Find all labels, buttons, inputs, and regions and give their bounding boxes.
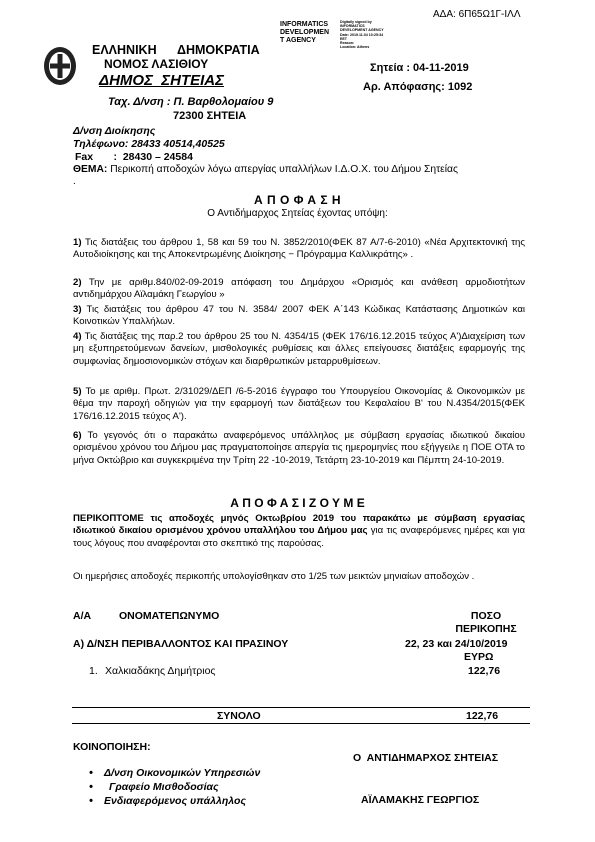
signature-detail-line: DEVELOPMENT AGENCY [340, 28, 384, 33]
consideration-text: Το γεγονός ότι ο παρακάτω αναφερόμενος υπάλληλος με σύμβαση εργασίας ιδιωτικού δικαίου ορισμένου χρόνου του Δήμου μας πραγματοποίησε απεργία τις ημερομηνίες που εξήγγειλε η ΠΟΕ ΟΤΑ το μήνα Οκτώβριο και συγκεκριμένα την Τρίτη 22 -10-2019, Τετάρτη 23-10-2019 και Πέμπτη 24-10-2019. [73, 430, 525, 466]
section-title: Α) Δ/ΝΣΗ ΠΕΡΙΒΑΛΛΟΝΤΟΣ ΚΑΙ ΠΡΑΣΙΝΟΥ [73, 638, 289, 650]
signature-detail-line: INFORMATICS [340, 24, 365, 29]
total-label: ΣΥΝΟΛΟ [217, 710, 261, 722]
consideration-text: Τις διατάξεις του άρθρου 1, 58 και 59 του Ν. 3852/2010(ΦΕΚ 87 Α/7-6-2010) «Νέα Αρχιτεκτονική της Αυτοδιοίκησης και της Αποκεντρωμένης Διοίκησης − Πρόγραμμα Καλλικράτης» . [73, 237, 525, 261]
consideration-4 [73, 331, 525, 368]
phone: Τηλέφωνο: 28433 40514,40525 [73, 138, 225, 150]
consideration-number: 3) [73, 304, 82, 315]
signature-detail-line: Reason: [340, 41, 355, 46]
signature-detail-line: Location: Athens [340, 45, 370, 50]
subject-line [73, 164, 458, 175]
list-item: • Δ/νση Οικονομικών Υπηρεσιών [82, 766, 342, 780]
document-date: Σητεία : 04-11-2019 [370, 62, 469, 74]
consideration-text: Την με αριθμ.840/02-09-2019 απόφαση του Δημάρχου «Ορισμός και ανάθεση αρμοδιοτήτων αντιδημάρχου Αϊλαμάκη Γεωργίου » [73, 277, 525, 301]
decide-rest-text: για τις αναφερόμενες ημέρες και για τους λόγους που αναφέρονται στο σκεπτικό της παρούσας. [73, 525, 525, 549]
agency-line: T AGENCY [280, 37, 316, 44]
divider [72, 707, 530, 708]
agency-line: DEVELOPMEN [280, 29, 330, 36]
table-row [89, 665, 98, 677]
decide-bold-text: ΠΕΡΙΚΟΠΤΟΜΕ τις αποδοχές μηνός Οκτωβρίου 2019 του παρακάτω με σύμβαση εργασίας ιδιωτικού δικαίου ορισμένου χρόνου υπαλλήλου του Δήμου μας [73, 513, 525, 537]
consideration-5 [73, 386, 525, 423]
consideration-3 [73, 304, 525, 329]
agency-line: INFORMATICS [280, 21, 329, 28]
employee-name: Χαλκιαδάκης Δημήτριος [105, 665, 216, 677]
subject-label: ΘΕΜΑ: [73, 164, 108, 175]
municipality: ΔΗΜΟΣ ΣΗΤΕΙΑΣ [99, 72, 224, 89]
agency-signature-label [280, 21, 329, 45]
calc-note: Οι ημερήσιες αποδοχές περικοπής υπολογίσθηκαν στο 1/25 των μεικτών μηνιαίων αποδοχών . [73, 571, 475, 582]
decide-paragraph [73, 513, 525, 550]
col-amount-2: ΠΕΡΙΚΟΠΗΣ [455, 623, 517, 635]
agency-signature-details [340, 20, 400, 49]
signature-detail-line: Date: 2019.11.04 10:25:34 [340, 32, 384, 37]
col-aa: Α/Α [73, 610, 92, 622]
republic-title: ΕΛΛΗΝΙΚΗ ΔΗΜΟΚΡΑΤΙΑ [92, 43, 260, 57]
decision-number: Αρ. Απόφασης: 1092 [363, 81, 473, 93]
ada-code: ΑΔΑ: 6Π65Ω1Γ-ΙΛΛ [433, 9, 521, 20]
consideration-number: 6) [73, 430, 82, 441]
decision-title: Α Π Ο Φ Α Σ Η [253, 193, 342, 207]
greek-emblem-icon [42, 44, 78, 88]
department: Δ/νση Διοίκησης [73, 125, 156, 137]
prefecture: ΝΟΜΟΣ ΛΑΣΙΘΙΟΥ [104, 57, 209, 71]
divider [72, 723, 530, 724]
fax: Fax : 28430 – 24584 [75, 151, 193, 163]
notify-list [82, 766, 342, 808]
consideration-number: 1) [73, 237, 82, 248]
row-amount: 122,76 [468, 665, 501, 677]
signature-detail-line: EET [340, 36, 347, 41]
consideration-1 [73, 237, 525, 262]
consideration-number: 2) [73, 277, 82, 288]
consideration-6 [73, 430, 525, 467]
col-amount-1: ΠΟΣΟ [470, 610, 502, 622]
signature-role: Ο ΑΝΤΙΔΗΜΑΡΧΟΣ ΣΗΤΕΙΑΣ [353, 752, 499, 764]
subject-text: Περικοπή αποδοχών λόγω απεργίας υπαλλήλων Ι.Δ.Ο.Χ. του Δήμου Σητείας [107, 164, 458, 175]
address: Ταχ. Δ/νση : Π. Βαρθολομαίου 9 [108, 96, 274, 108]
postcode: 72300 ΣΗΤΕΙΑ [173, 110, 247, 122]
strike-dates: 22, 23 και 24/10/2019 [405, 638, 508, 650]
consideration-number: 5) [73, 386, 82, 397]
list-item: • Γραφείο Μισθοδοσίας [82, 780, 342, 794]
consideration-text: Τις διατάξεις της παρ.2 του άρθρου 25 του Ν. 4354/15 (ΦΕΚ 176/16.12.2015 τεύχος Α')Διαχείριση των μη εξυπηρετούμενων δανείων, μισθολογικές ρυθμίσεις και άλλες επείγουσες διατάξεις εφαρμογής της συμφωνίας δημοσιονομικών στόχων και διαρθρωτικών μεταρρυθμίσεων. [73, 331, 525, 367]
consideration-2 [73, 277, 525, 302]
decision-intro: Ο Αντιδήμαρχος Σητείας έχοντας υπόψη: [207, 208, 388, 219]
decide-title: Α Π Ο Φ Α Σ Ι Ζ Ο Υ Μ Ε [230, 496, 365, 510]
consideration-text: Το με αριθμ. Πρωτ. 2/31029/ΔΕΠ /6-5-2016 έγγραφο του Υπουργείου Οικονομίας & Οικονομικών με θέμα την παροχή οδηγιών για την εφαρμογή των διατάξεων του Κεφαλαίου Β' του Ν.4354/2015(ΦΕΚ 176/16.12.2015 τεύχος Α'). [73, 386, 525, 422]
subject-tail: . [73, 176, 76, 187]
total-amount: 122,76 [466, 710, 499, 722]
consideration-text: Τις διατάξεις του άρθρου 47 του Ν. 3584/ 2007 ΦΕΚ Α΄143 Κώδικας Κατάστασης Δημοτικών και Κοινοτικών Υπαλλήλων. [73, 304, 525, 328]
consideration-number: 4) [73, 331, 82, 342]
list-item: • Ενδιαφερόμενος υπάλληλος [82, 794, 342, 808]
currency: ΕΥΡΩ [464, 651, 494, 663]
notify-title: ΚΟΙΝΟΠΟΙΗΣΗ: [73, 741, 151, 753]
signature-detail-line: Digitally signed by [340, 20, 372, 24]
col-name: ΟΝΟΜΑΤΕΠΩΝΥΜΟ [119, 610, 220, 622]
row-number: 1. [89, 665, 98, 677]
signatory-name: ΑΪΛΑΜΑΚΗΣ ΓΕΩΡΓΙΟΣ [361, 794, 480, 806]
